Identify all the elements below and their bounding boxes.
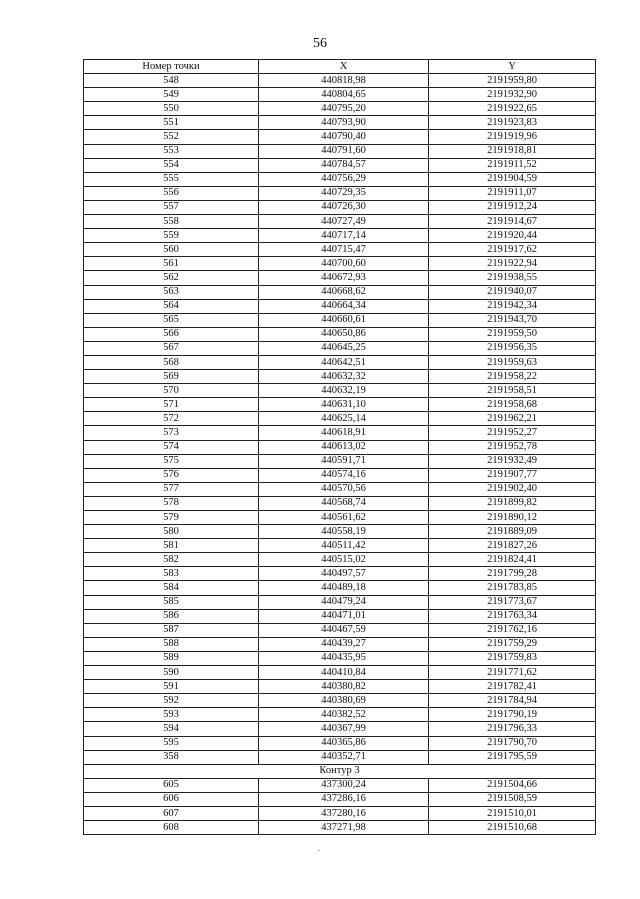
point-number-cell: 568 — [84, 355, 259, 369]
table-row — [84, 271, 596, 285]
table-row — [84, 806, 596, 820]
y-cell: 2191899,82 — [429, 496, 596, 510]
point-number-cell: 564 — [84, 299, 259, 313]
x-cell: 440668,62 — [259, 285, 429, 299]
y-cell: 2191510,01 — [429, 806, 596, 820]
x-cell: 440515,02 — [259, 553, 429, 567]
point-number-cell: 358 — [84, 750, 259, 764]
table-row — [84, 116, 596, 130]
table-row — [84, 200, 596, 214]
x-cell: 440715,47 — [259, 243, 429, 257]
x-cell: 440642,51 — [259, 355, 429, 369]
table-row — [84, 215, 596, 229]
y-cell: 2191773,67 — [429, 595, 596, 609]
table-row — [84, 327, 596, 341]
y-cell: 2191783,85 — [429, 581, 596, 595]
x-cell: 437280,16 — [259, 806, 429, 820]
y-cell: 2191918,81 — [429, 144, 596, 158]
x-cell: 440700,60 — [259, 257, 429, 271]
point-number-cell: 585 — [84, 595, 259, 609]
x-cell: 440632,19 — [259, 384, 429, 398]
x-cell: 440645,25 — [259, 341, 429, 355]
x-cell: 440672,93 — [259, 271, 429, 285]
y-cell: 2191759,29 — [429, 637, 596, 651]
table-row — [84, 539, 596, 553]
point-number-cell: 606 — [84, 792, 259, 806]
table-row — [84, 454, 596, 468]
point-number-cell: 593 — [84, 708, 259, 722]
y-cell: 2191922,65 — [429, 102, 596, 116]
x-cell: 440727,49 — [259, 215, 429, 229]
point-number-cell: 591 — [84, 680, 259, 694]
point-number-cell: 583 — [84, 567, 259, 581]
table-row — [84, 299, 596, 313]
table-row — [84, 511, 596, 525]
table-row — [84, 186, 596, 200]
point-number-cell: 556 — [84, 186, 259, 200]
x-cell: 440467,59 — [259, 623, 429, 637]
page-number: 56 — [313, 36, 327, 51]
header-x: X — [259, 60, 429, 74]
y-cell: 2191889,09 — [429, 525, 596, 539]
y-cell: 2191824,41 — [429, 553, 596, 567]
y-cell: 2191907,77 — [429, 468, 596, 482]
table-row — [84, 609, 596, 623]
point-number-cell: 592 — [84, 694, 259, 708]
table-row — [84, 468, 596, 482]
y-cell: 2191911,07 — [429, 186, 596, 200]
table-row — [84, 623, 596, 637]
x-cell: 440570,56 — [259, 482, 429, 496]
x-cell: 440756,29 — [259, 172, 429, 186]
y-cell: 2191795,59 — [429, 750, 596, 764]
table-row — [84, 398, 596, 412]
x-cell: 440352,71 — [259, 750, 429, 764]
x-cell: 440574,16 — [259, 468, 429, 482]
y-cell: 2191932,90 — [429, 88, 596, 102]
table-row — [84, 341, 596, 355]
point-number-cell: 594 — [84, 722, 259, 736]
y-cell: 2191782,41 — [429, 680, 596, 694]
table-row — [84, 243, 596, 257]
section-header — [84, 764, 596, 778]
x-cell: 440726,30 — [259, 200, 429, 214]
y-cell: 2191796,33 — [429, 722, 596, 736]
y-cell: 2191959,50 — [429, 327, 596, 341]
y-cell: 2191890,12 — [429, 511, 596, 525]
x-cell: 440558,19 — [259, 525, 429, 539]
point-number-cell: 580 — [84, 525, 259, 539]
point-number-cell: 552 — [84, 130, 259, 144]
table-row — [84, 285, 596, 299]
x-cell: 440729,35 — [259, 186, 429, 200]
point-number-cell: 595 — [84, 736, 259, 750]
y-cell: 2191799,28 — [429, 567, 596, 581]
x-cell: 440664,34 — [259, 299, 429, 313]
point-number-cell: 586 — [84, 609, 259, 623]
table-row — [84, 384, 596, 398]
y-cell: 2191942,34 — [429, 299, 596, 313]
section-title: Контур 3 — [84, 764, 596, 778]
point-number-cell: 577 — [84, 482, 259, 496]
x-cell: 440471,01 — [259, 609, 429, 623]
point-number-cell: 569 — [84, 370, 259, 384]
table-row — [84, 637, 596, 651]
x-cell: 440568,74 — [259, 496, 429, 510]
point-number-cell: 571 — [84, 398, 259, 412]
point-number-cell: 574 — [84, 440, 259, 454]
y-cell: 2191790,70 — [429, 736, 596, 750]
coordinates-table — [83, 59, 596, 835]
point-number-cell: 557 — [84, 200, 259, 214]
table-row — [84, 496, 596, 510]
x-cell: 440561,62 — [259, 511, 429, 525]
y-cell: 2191759,83 — [429, 651, 596, 665]
y-cell: 2191943,70 — [429, 313, 596, 327]
y-cell: 2191784,94 — [429, 694, 596, 708]
y-cell: 2191959,80 — [429, 74, 596, 88]
table-row — [84, 525, 596, 539]
point-number-cell: 578 — [84, 496, 259, 510]
table-body — [84, 74, 596, 765]
table-row — [84, 792, 596, 806]
x-cell: 440793,90 — [259, 116, 429, 130]
x-cell: 440791,60 — [259, 144, 429, 158]
x-cell: 440479,24 — [259, 595, 429, 609]
table-row — [84, 172, 596, 186]
x-cell: 437300,24 — [259, 778, 429, 792]
x-cell: 440365,86 — [259, 736, 429, 750]
table-row — [84, 412, 596, 426]
y-cell: 2191917,62 — [429, 243, 596, 257]
x-cell: 440818,98 — [259, 74, 429, 88]
x-cell: 440367,99 — [259, 722, 429, 736]
point-number-cell: 605 — [84, 778, 259, 792]
section-body — [84, 778, 596, 834]
point-number-cell: 575 — [84, 454, 259, 468]
table-row — [84, 680, 596, 694]
y-cell: 2191952,78 — [429, 440, 596, 454]
table-row — [84, 144, 596, 158]
x-cell: 440717,14 — [259, 229, 429, 243]
x-cell: 440380,69 — [259, 694, 429, 708]
table-row — [84, 666, 596, 680]
y-cell: 2191938,55 — [429, 271, 596, 285]
y-cell: 2191919,96 — [429, 130, 596, 144]
x-cell: 440625,14 — [259, 412, 429, 426]
x-cell: 440410,84 — [259, 666, 429, 680]
table-row — [84, 553, 596, 567]
y-cell: 2191959,63 — [429, 355, 596, 369]
point-number-cell: 579 — [84, 511, 259, 525]
table-row — [84, 736, 596, 750]
x-cell: 440382,52 — [259, 708, 429, 722]
scan-speck — [318, 850, 320, 851]
point-number-cell: 561 — [84, 257, 259, 271]
point-number-cell: 550 — [84, 102, 259, 116]
x-cell: 440618,91 — [259, 426, 429, 440]
y-cell: 2191922,94 — [429, 257, 596, 271]
y-cell: 2191923,83 — [429, 116, 596, 130]
x-cell: 440439,27 — [259, 637, 429, 651]
point-number-cell: 559 — [84, 229, 259, 243]
table-row — [84, 370, 596, 384]
y-cell: 2191763,34 — [429, 609, 596, 623]
x-cell: 440613,02 — [259, 440, 429, 454]
x-cell: 440380,82 — [259, 680, 429, 694]
y-cell: 2191952,27 — [429, 426, 596, 440]
point-number-cell: 589 — [84, 651, 259, 665]
point-number-cell: 562 — [84, 271, 259, 285]
point-number-cell: 548 — [84, 74, 259, 88]
point-number-cell: 551 — [84, 116, 259, 130]
table-row — [84, 694, 596, 708]
x-cell: 440804,65 — [259, 88, 429, 102]
y-cell: 2191920,44 — [429, 229, 596, 243]
y-cell: 2191904,59 — [429, 172, 596, 186]
table-row — [84, 567, 596, 581]
table-row — [84, 130, 596, 144]
point-number-cell: 584 — [84, 581, 259, 595]
y-cell: 2191958,22 — [429, 370, 596, 384]
table-row — [84, 426, 596, 440]
header-point-number: Номер точки — [84, 60, 259, 74]
x-cell: 440632,32 — [259, 370, 429, 384]
point-number-cell: 558 — [84, 215, 259, 229]
x-cell: 437271,98 — [259, 821, 429, 835]
point-number-cell: 566 — [84, 327, 259, 341]
table-row — [84, 778, 596, 792]
table-row — [84, 651, 596, 665]
y-cell: 2191940,07 — [429, 285, 596, 299]
y-cell: 2191827,26 — [429, 539, 596, 553]
x-cell: 437286,16 — [259, 792, 429, 806]
point-number-cell: 607 — [84, 806, 259, 820]
y-cell: 2191508,59 — [429, 792, 596, 806]
x-cell: 440790,40 — [259, 130, 429, 144]
point-number-cell: 581 — [84, 539, 259, 553]
point-number-cell: 555 — [84, 172, 259, 186]
point-number-cell: 570 — [84, 384, 259, 398]
y-cell: 2191956,35 — [429, 341, 596, 355]
y-cell: 2191510,68 — [429, 821, 596, 835]
table-row — [84, 440, 596, 454]
y-cell: 2191962,21 — [429, 412, 596, 426]
table-row — [84, 581, 596, 595]
x-cell: 440784,57 — [259, 158, 429, 172]
table-row — [84, 313, 596, 327]
header-y: Y — [429, 60, 596, 74]
section-row — [84, 764, 596, 778]
y-cell: 2191771,62 — [429, 666, 596, 680]
point-number-cell: 553 — [84, 144, 259, 158]
x-cell: 440650,86 — [259, 327, 429, 341]
table-header-row — [84, 60, 596, 74]
y-cell: 2191762,16 — [429, 623, 596, 637]
point-number-cell: 567 — [84, 341, 259, 355]
x-cell: 440795,20 — [259, 102, 429, 116]
y-cell: 2191932,49 — [429, 454, 596, 468]
table-row — [84, 74, 596, 88]
point-number-cell: 590 — [84, 666, 259, 680]
table-row — [84, 158, 596, 172]
point-number-cell: 582 — [84, 553, 259, 567]
table-row — [84, 722, 596, 736]
point-number-cell: 563 — [84, 285, 259, 299]
x-cell: 440631,10 — [259, 398, 429, 412]
point-number-cell: 565 — [84, 313, 259, 327]
table-row — [84, 229, 596, 243]
x-cell: 440511,42 — [259, 539, 429, 553]
point-number-cell: 608 — [84, 821, 259, 835]
y-cell: 2191958,68 — [429, 398, 596, 412]
x-cell: 440660,61 — [259, 313, 429, 327]
y-cell: 2191902,40 — [429, 482, 596, 496]
point-number-cell: 554 — [84, 158, 259, 172]
table-row — [84, 750, 596, 764]
x-cell: 440497,57 — [259, 567, 429, 581]
table-row — [84, 595, 596, 609]
table-row — [84, 821, 596, 835]
table-row — [84, 355, 596, 369]
point-number-cell: 549 — [84, 88, 259, 102]
point-number-cell: 560 — [84, 243, 259, 257]
point-number-cell: 588 — [84, 637, 259, 651]
x-cell: 440489,18 — [259, 581, 429, 595]
point-number-cell: 573 — [84, 426, 259, 440]
table-row — [84, 708, 596, 722]
y-cell: 2191504,66 — [429, 778, 596, 792]
x-cell: 440591,71 — [259, 454, 429, 468]
table-row — [84, 482, 596, 496]
point-number-cell: 572 — [84, 412, 259, 426]
table-row — [84, 88, 596, 102]
table-row — [84, 102, 596, 116]
y-cell: 2191914,67 — [429, 215, 596, 229]
point-number-cell: 587 — [84, 623, 259, 637]
y-cell: 2191911,52 — [429, 158, 596, 172]
y-cell: 2191790,19 — [429, 708, 596, 722]
y-cell: 2191912,24 — [429, 200, 596, 214]
y-cell: 2191958,51 — [429, 384, 596, 398]
x-cell: 440435,95 — [259, 651, 429, 665]
table-row — [84, 257, 596, 271]
point-number-cell: 576 — [84, 468, 259, 482]
